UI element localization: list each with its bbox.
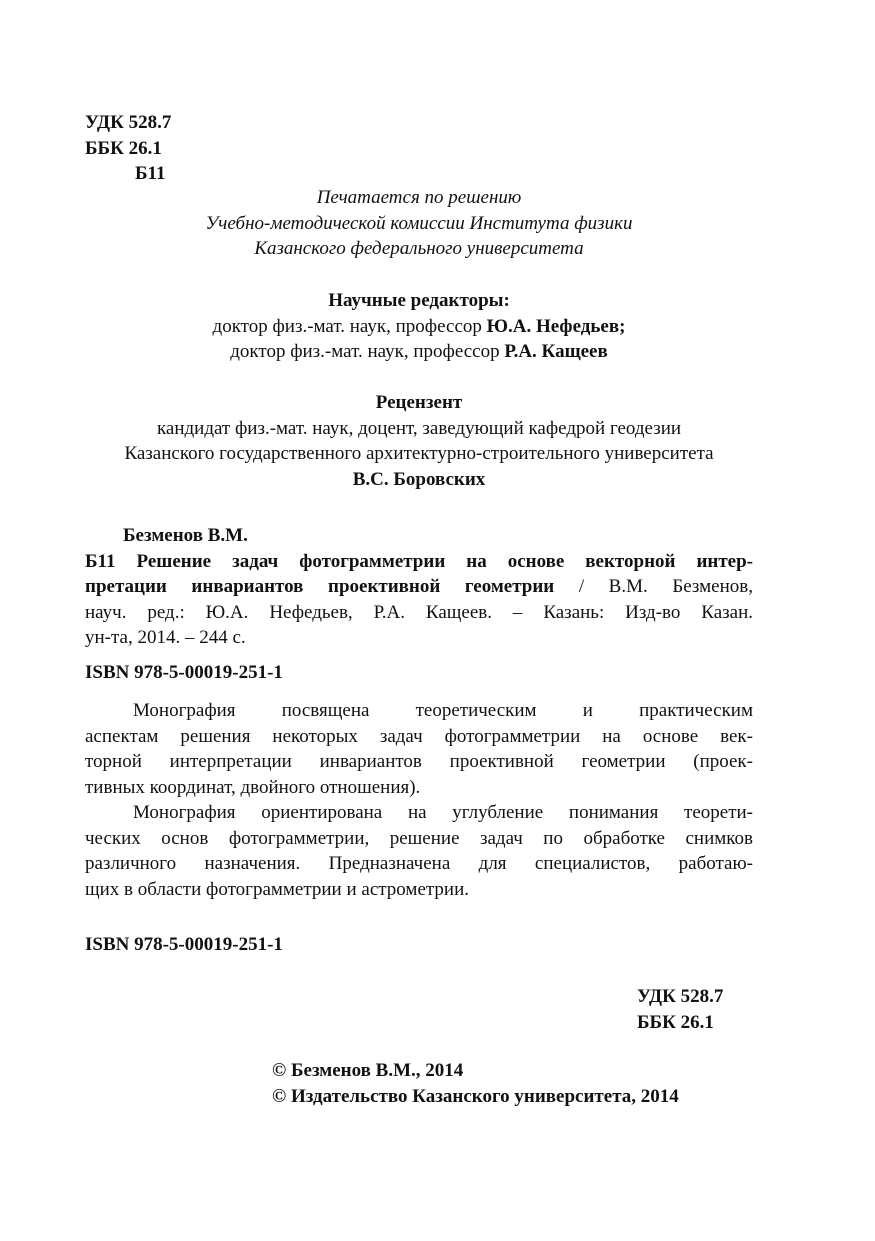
editor-2 — [60, 339, 778, 365]
bbk-code-bottom: ББК 26.1 — [637, 1011, 714, 1033]
editor-1-title: доктор физ.-мат. наук, профессор — [212, 315, 487, 337]
reviewer-name: В.С. Боровских — [352, 468, 486, 490]
annotation-p2-line-4: щих в области фотограмметрии и астрометрии. — [85, 878, 470, 900]
annotation-p2-line-1: Монография ориентирована на углубление понимания теорети- — [133, 802, 753, 823]
bibliographic-record — [85, 523, 753, 651]
annotation-p2-line-2: ческих основ фотограмметрии, решение задач по обработке снимков — [85, 827, 753, 849]
annotation — [85, 698, 753, 902]
classification-top — [85, 110, 171, 187]
reviewer-line-1: кандидат физ.-мат. наук, доцент, заведующий кафедрой геодезии — [156, 417, 682, 439]
approval-line-3: Казанского федерального университета — [254, 238, 584, 259]
annotation-p1-line-4: тивных координат, двойного отношения). — [85, 776, 421, 798]
editor-2-title: доктор физ.-мат. наук, профессор — [230, 341, 505, 362]
annotation-p1-line-2: аспектам решения некоторых задач фотограмметрии на основе век- — [85, 725, 753, 747]
biblio-line-4: ун-та, 2014. – 244 с. — [85, 627, 246, 648]
udk-code-bottom: УДК 528.7 — [637, 986, 724, 1007]
reviewer-heading: Рецензент — [375, 392, 463, 413]
biblio-author: Безменов В.М. — [123, 525, 248, 546]
publication-approval — [60, 185, 778, 262]
isbn-bottom: ISBN 978-5-00019-251-1 — [85, 934, 283, 955]
scientific-editors — [60, 288, 778, 365]
approval-line-2: Учебно-методической комиссии Института физики — [205, 212, 633, 234]
reviewer — [60, 390, 778, 492]
biblio-title-line-1: Б11 Решение задач фотограмметрии на основе векторной интер- — [85, 550, 753, 572]
bbk-code: ББК 26.1 — [85, 137, 162, 159]
biblio-title-line-2 — [85, 574, 753, 600]
editor-2-name: Р.А. Кащеев — [504, 341, 608, 362]
biblio-title-rest: / В.М. Безменов, — [554, 576, 753, 597]
biblio-title-bold: претации инвариантов проективной геометрии — [85, 576, 555, 597]
author-sign-code: Б11 — [135, 163, 166, 184]
copyrights — [272, 1058, 679, 1109]
annotation-p1-line-1: Монография посвящена теоретическим и практическим — [133, 700, 753, 721]
editor-1 — [60, 314, 778, 340]
approval-line-1: Печатается по решению — [316, 187, 522, 208]
classification-bottom — [637, 984, 723, 1035]
editors-heading: Научные редакторы: — [328, 290, 510, 311]
annotation-p2-line-3: различного назначения. Предназначена для специалистов, работаю- — [85, 853, 753, 874]
editor-1-name: Ю.А. Нефедьев; — [486, 315, 626, 337]
annotation-p1-line-3: торной интерпретации инвариантов проективной геометрии (проек- — [85, 751, 753, 772]
isbn-record: ISBN 978-5-00019-251-1 — [85, 662, 283, 683]
copyright-publisher: © Издательство Казанского университета, 2014 — [272, 1085, 679, 1107]
biblio-line-3: науч. ред.: Ю.А. Нефедьев, Р.А. Кащеев. – Казань: Изд-во Казан. — [85, 601, 753, 623]
reviewer-line-2: Казанского государственного архитектурно-строительного университета — [124, 443, 714, 464]
copyright-author: © Безменов В.М., 2014 — [272, 1060, 464, 1081]
udk-code: УДК 528.7 — [85, 112, 172, 133]
